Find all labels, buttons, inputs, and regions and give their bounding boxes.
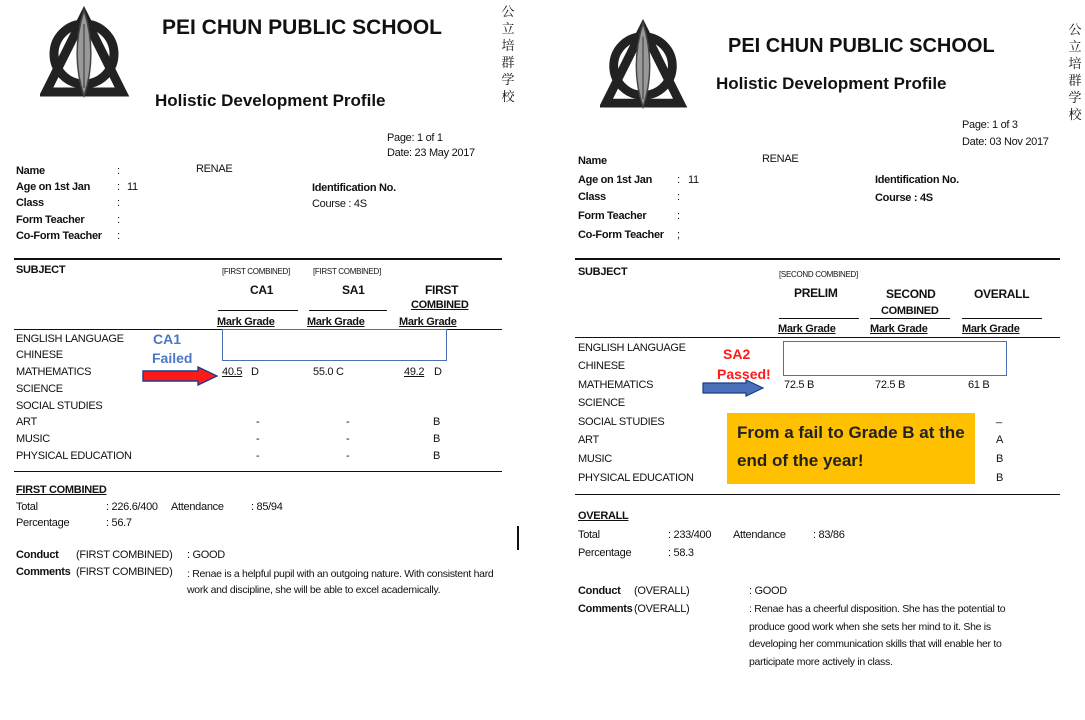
colon: ;	[677, 229, 681, 241]
total-value-left: : 226.6/400	[106, 501, 158, 513]
course-left: Course : 4S	[312, 198, 367, 210]
comments-label-right: Comments	[578, 603, 633, 615]
report-date-right: Date: 03 Nov 2017	[962, 136, 1049, 148]
mark-grade-overall: Mark Grade	[962, 323, 1020, 335]
total-value-right: : 233/400	[668, 529, 712, 541]
subject-row: ART	[578, 434, 599, 446]
profile-title-right: Holistic Development Profile	[716, 74, 947, 93]
school-logo-right	[600, 18, 688, 110]
subject-row: SCIENCE	[578, 397, 625, 409]
col-rule	[218, 310, 298, 311]
class-label-right: Class	[578, 191, 606, 203]
ca1-highlight-box	[222, 329, 447, 361]
age-value-left: 11	[127, 181, 138, 193]
subject-row: ENGLISH LANGUAGE	[578, 342, 686, 354]
grade-art: B	[433, 416, 441, 428]
grade-dash: -	[346, 416, 350, 428]
colon: :	[677, 210, 681, 222]
col-first-combined-2: COMBINED	[411, 299, 469, 311]
chinese-name-right: 公立培群学校	[1068, 23, 1082, 123]
coform-teacher-label-right: Co-Form Teacher	[578, 229, 664, 241]
conduct-value-right: : GOOD	[749, 585, 787, 597]
subject-row: MUSIC	[16, 433, 50, 445]
col-rule	[962, 318, 1042, 319]
attendance-label-left: Attendance	[171, 501, 224, 513]
stray-mark	[517, 526, 519, 550]
conduct-sub-right: (OVERALL)	[634, 585, 690, 597]
comment-text-left: : Renae is a helpful pupil with an outgoing nature. With consistent hard work and discipline, she will be able to excel academically.	[187, 568, 494, 596]
conduct-sub-left: (FIRST COMBINED)	[76, 549, 173, 561]
age-value-right: 11	[688, 174, 699, 186]
grade-dash: -	[346, 450, 350, 462]
page-number-right: Page: 1 of 3	[962, 119, 1018, 131]
grade-dash: _	[996, 412, 1003, 424]
col-rule	[870, 318, 950, 319]
pct-label-left: Percentage	[16, 517, 70, 529]
divider	[14, 471, 502, 472]
attendance-value-left: : 85/94	[251, 501, 283, 513]
comments-label-left: Comments	[16, 566, 71, 578]
subject-row: MUSIC	[578, 453, 612, 465]
subject-row: CHINESE	[16, 349, 63, 361]
colon: :	[117, 214, 121, 226]
page-number-left: Page: 1 of 1	[387, 132, 443, 144]
sa2-annotation: SA2	[723, 346, 751, 362]
mark-grade-prelim: Mark Grade	[778, 323, 836, 335]
col-second-combined-1: SECOND	[886, 287, 936, 301]
mark-grade-sa1: Mark Grade	[307, 316, 365, 328]
mark-grade-fc: Mark Grade	[399, 316, 457, 328]
comments-sub-right: (OVERALL)	[634, 603, 690, 615]
col-ca1: CA1	[250, 283, 274, 297]
divider	[14, 258, 502, 260]
blue-arrow-icon	[702, 379, 764, 397]
age-label-left: Age on 1st Jan	[16, 181, 91, 193]
col-rule	[779, 318, 859, 319]
total-label-right: Total	[578, 529, 600, 541]
sa2-highlight-box	[783, 341, 1007, 376]
subject-row: MATHEMATICS	[578, 379, 654, 391]
comments-sub-left: (FIRST COMBINED)	[76, 566, 173, 578]
total-label-left: Total	[16, 501, 38, 513]
colon: :	[117, 181, 121, 193]
student-name-left: RENAE	[196, 163, 233, 175]
class-label-left: Class	[16, 197, 44, 209]
chinese-name-left: 公立培群学校	[501, 5, 515, 105]
name-label-right: Name	[578, 155, 607, 167]
math-ca1-grade: D	[251, 366, 259, 378]
profile-title-left: Holistic Development Profile	[155, 91, 386, 110]
subject-header-left: SUBJECT	[16, 264, 66, 276]
subject-row: SOCIAL STUDIES	[16, 400, 103, 412]
course-right: Course : 4S	[875, 192, 933, 204]
grade-pe-right: B	[996, 472, 1004, 484]
divider	[575, 337, 1060, 338]
math-overall: 61 B	[968, 379, 990, 391]
math-ca1-mark: 40.5	[222, 366, 243, 378]
grade-dash: -	[256, 433, 260, 445]
conduct-label-right: Conduct	[578, 585, 621, 597]
col-sa1: SA1	[342, 283, 365, 297]
math-second-combined: 72.5 B	[875, 379, 906, 391]
grade-music: B	[433, 433, 441, 445]
col-prelim: PRELIM	[794, 286, 838, 300]
student-name-right: RENAE	[762, 153, 799, 165]
grade-art-right: A	[996, 434, 1004, 446]
pct-label-right: Percentage	[578, 547, 632, 559]
coform-teacher-label-left: Co-Form Teacher	[16, 230, 102, 242]
form-teacher-label-left: Form Teacher	[16, 214, 85, 226]
grade-dash: -	[256, 416, 260, 428]
attendance-value-right: : 83/86	[813, 529, 845, 541]
failed-annotation: Failed	[152, 350, 193, 366]
conduct-label-left: Conduct	[16, 549, 59, 561]
ca1-annotation: CA1	[153, 331, 182, 347]
colon: :	[677, 191, 681, 203]
math-fc-mark: 49.2	[404, 366, 425, 378]
subject-row: PHYSICAL EDUCATION	[16, 450, 132, 462]
col-second-combined-2: COMBINED	[881, 305, 939, 317]
math-fc-grade: D	[434, 366, 442, 378]
form-teacher-label-right: Form Teacher	[578, 210, 647, 222]
conduct-value-left: : GOOD	[187, 549, 225, 561]
col-rule	[309, 310, 387, 311]
subject-row: ENGLISH LANGUAGE	[16, 333, 124, 345]
report-date-left: Date: 23 May 2017	[387, 147, 475, 159]
subject-header-right: SUBJECT	[578, 266, 628, 278]
school-name-left: PEI CHUN PUBLIC SCHOOL	[162, 16, 443, 39]
col-tag-ca1: [FIRST COMBINED]	[222, 267, 290, 276]
pct-value-right: : 58.3	[668, 547, 694, 559]
colon: :	[117, 165, 121, 177]
grade-music-right: B	[996, 453, 1004, 465]
attendance-label-right: Attendance	[733, 529, 786, 541]
col-first-combined-1: FIRST	[425, 283, 459, 297]
col-overall: OVERALL	[974, 287, 1030, 301]
col-tag-prelim: [SECOND COMBINED]	[779, 270, 858, 279]
comment-text-right: : Renae has a cheerful disposition. She has the potential to produce good work when she sets her mind to it. She is developing her communication skills that will enable her to participate more actively in class.	[749, 603, 1006, 668]
subject-row: MATHEMATICS	[16, 366, 92, 378]
subject-row: PHYSICAL EDUCATION	[578, 472, 694, 484]
subject-row: SCIENCE	[16, 383, 63, 395]
name-label-left: Name	[16, 165, 45, 177]
callout-banner: From a fail to Grade B at the end of the year!	[727, 413, 975, 484]
subject-row: ART	[16, 416, 37, 428]
idno-label-left: Identification No.	[312, 182, 396, 194]
colon: :	[117, 197, 121, 209]
red-arrow-icon	[142, 366, 218, 386]
subject-row: SOCIAL STUDIES	[578, 416, 665, 428]
school-name-right: PEI CHUN PUBLIC SCHOOL	[728, 35, 995, 57]
divider	[575, 258, 1060, 260]
pct-value-left: : 56.7	[106, 517, 132, 529]
grade-dash: -	[346, 433, 350, 445]
section-overall: OVERALL	[578, 510, 629, 522]
colon: :	[677, 174, 681, 186]
mark-grade-ca1: Mark Grade	[217, 316, 275, 328]
math-sa1: 55.0 C	[313, 366, 344, 378]
age-label-right: Age on 1st Jan	[578, 174, 653, 186]
colon: :	[117, 230, 121, 242]
grade-pe: B	[433, 450, 441, 462]
subject-row: CHINESE	[578, 360, 625, 372]
idno-label-right: Identification No.	[875, 174, 959, 186]
passed-annotation: Passed!	[717, 366, 771, 382]
grade-dash: -	[256, 450, 260, 462]
mark-grade-sc: Mark Grade	[870, 323, 928, 335]
school-logo-left	[40, 6, 130, 98]
divider	[575, 494, 1060, 495]
math-prelim: 72.5 B	[784, 379, 815, 391]
col-tag-sa1: [FIRST COMBINED]	[313, 267, 381, 276]
section-first-combined: FIRST COMBINED	[16, 484, 107, 496]
